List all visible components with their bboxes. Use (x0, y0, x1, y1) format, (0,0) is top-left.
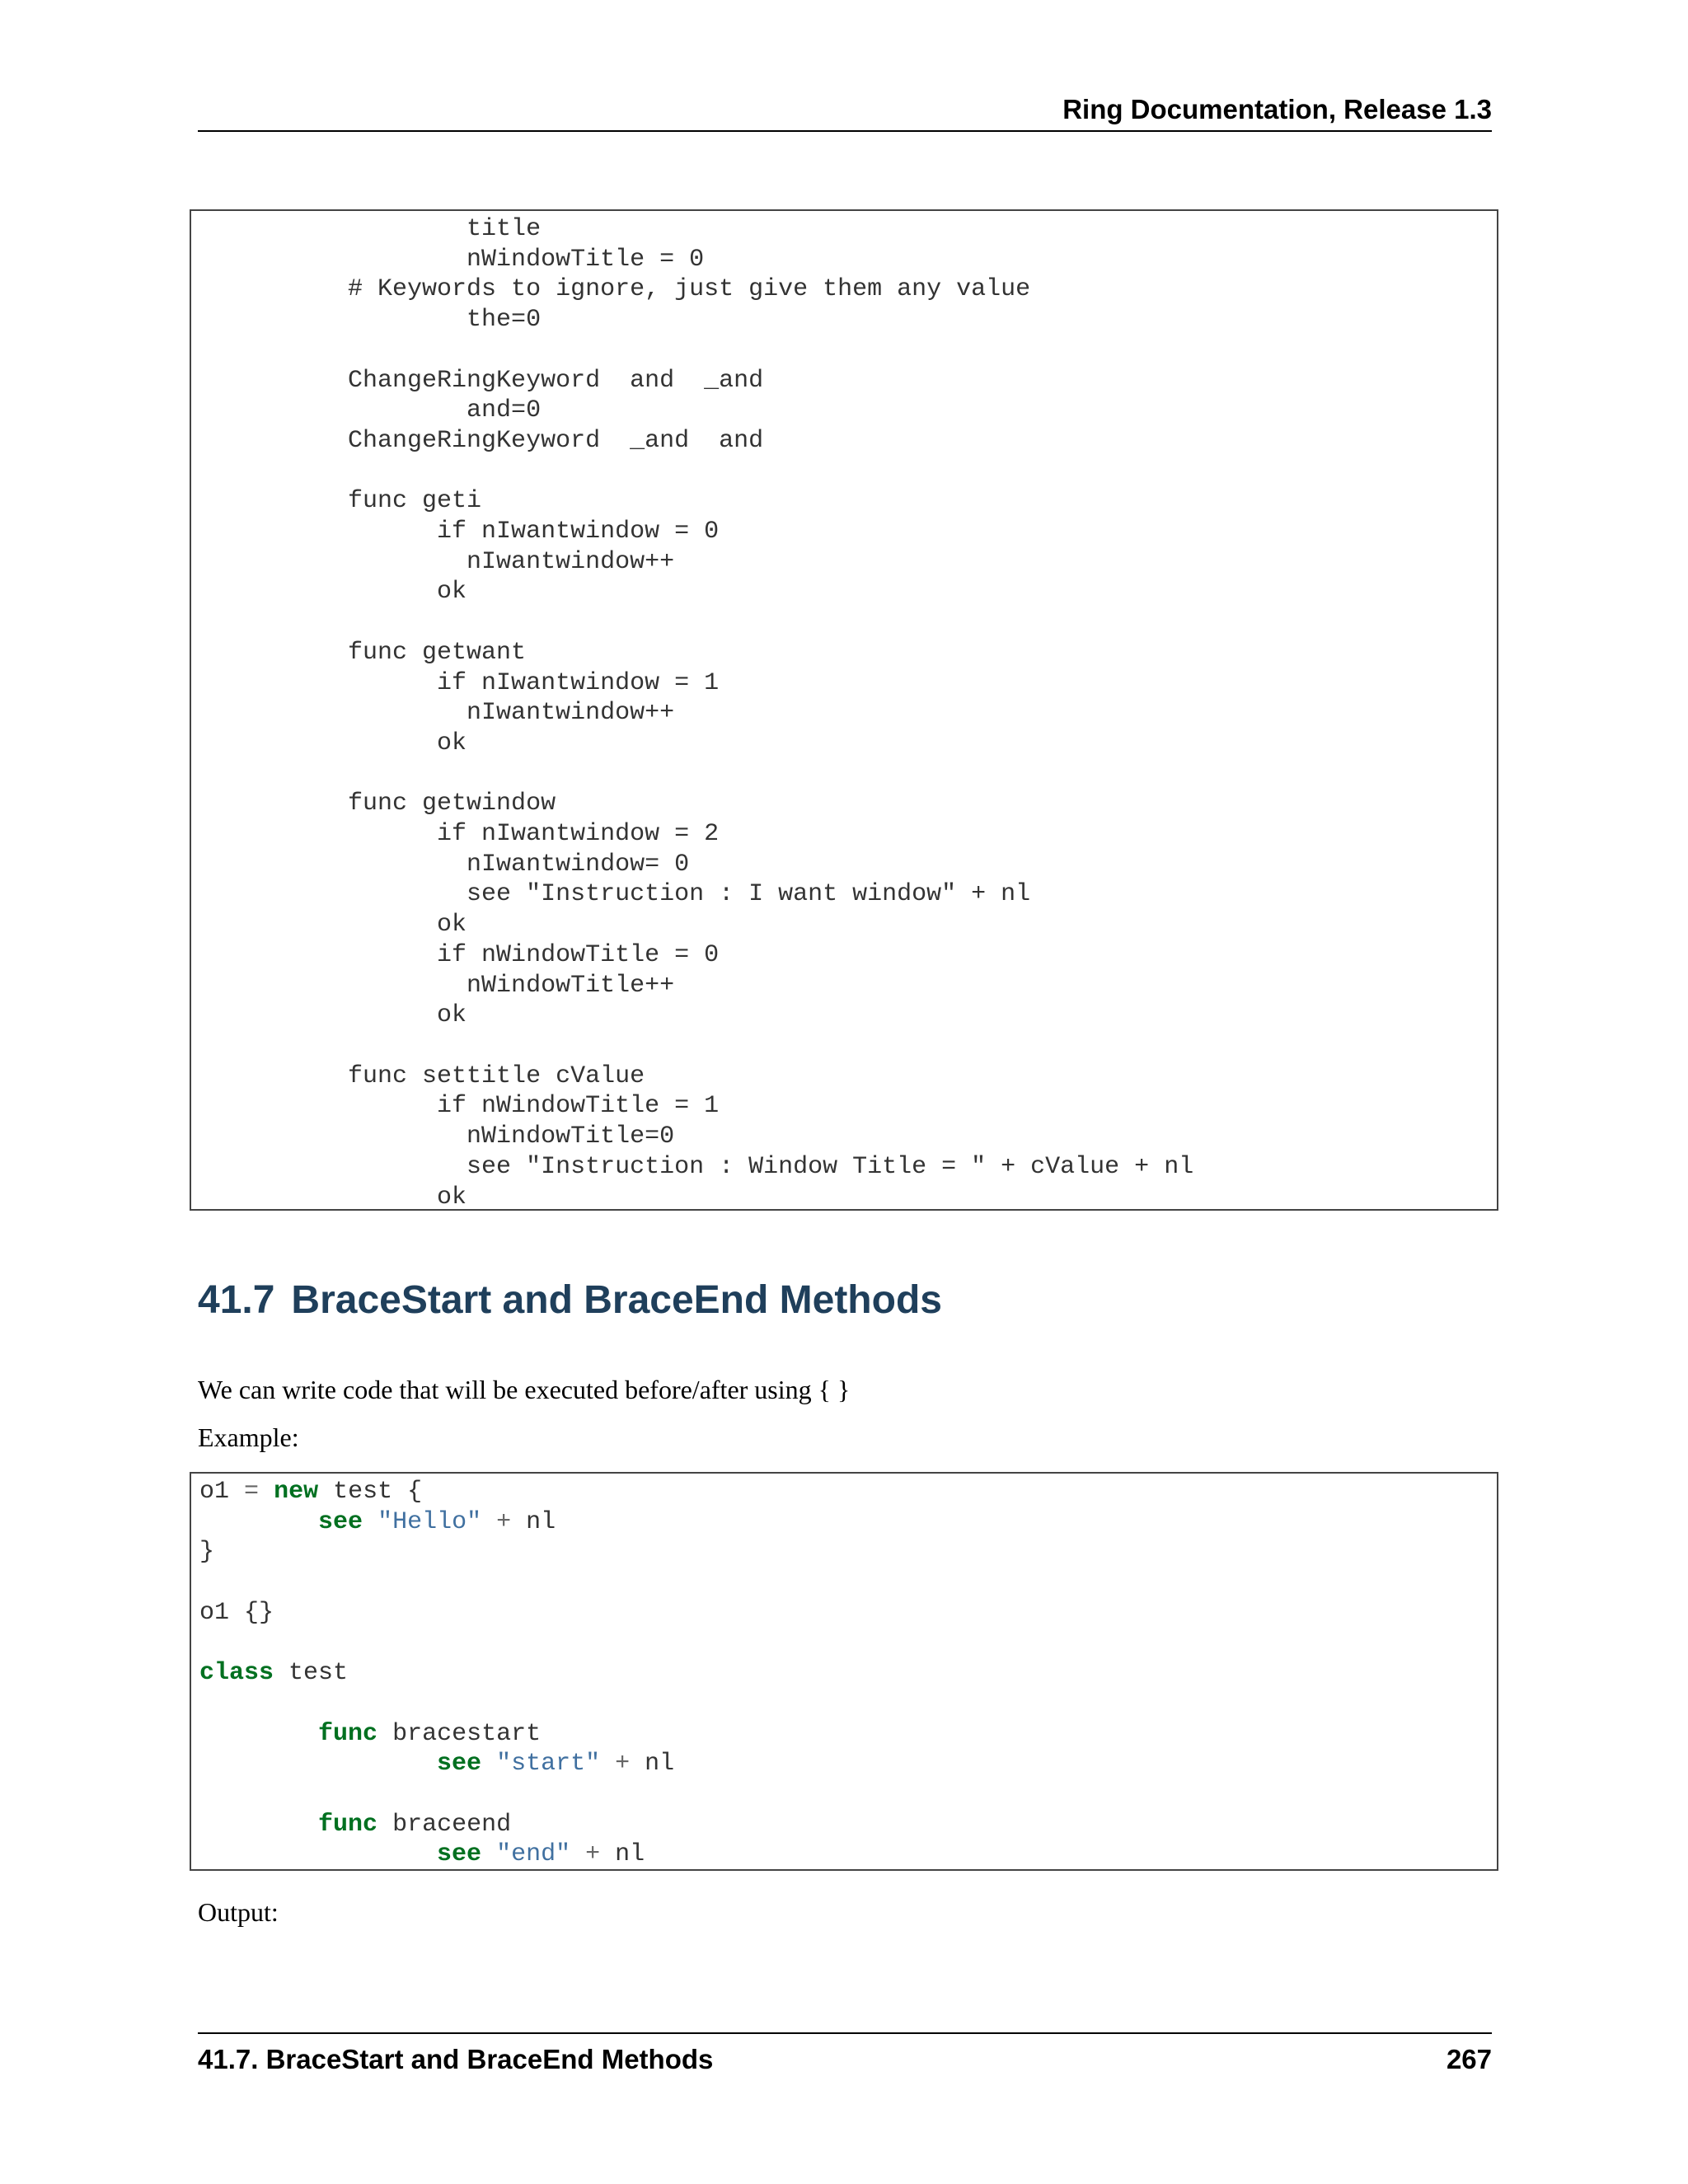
page-header (198, 89, 1492, 132)
code-listing: title nWindowTitle = 0 # Keywords to ignore, just give them any value the=0 ChangeRingKeyword and _and and=0 ChangeRingKeyword _and and func geti if nIwantwindow = 0 nIwantwindow++ ok func getwant if nIwantwindow = 1 nIwantwindow++ ok func getwindow if nIwantwindow = 2 nIwantwindow= 0 see "Instruction : I want window" + nl ok if nWindowTitle = 0 nWindowTitle++ ok func settitle cValue if nWindowTitle = 1 nWindowTitle=0 see "Instruction : Window Title = " + cValue + nl ok (348, 215, 1194, 1211)
intro-paragraph: We can write code that will be executed before/after using { } (198, 1375, 851, 1404)
footer-section-label: 41.7. BraceStart and BraceEnd Methods (198, 2044, 714, 2074)
page-number: 267 (1446, 2044, 1492, 2074)
example-label: Example: (198, 1422, 299, 1452)
code-listing: o1 = new test { see "Hello" + nl } o1 {} class test func bracestart see "start" + nl func braceend see "end" + nl (199, 1478, 675, 1869)
page-footer (198, 2032, 1492, 2083)
output-label: Output: (198, 1897, 279, 1927)
section-title: BraceStart and BraceEnd Methods (291, 1278, 942, 1322)
code-block-continued (190, 209, 1498, 1211)
section-number: 41.7 (198, 1278, 275, 1322)
code-block-example (190, 1472, 1498, 1871)
section-heading (198, 1277, 942, 1323)
document-title: Ring Documentation, Release 1.3 (1062, 94, 1492, 124)
